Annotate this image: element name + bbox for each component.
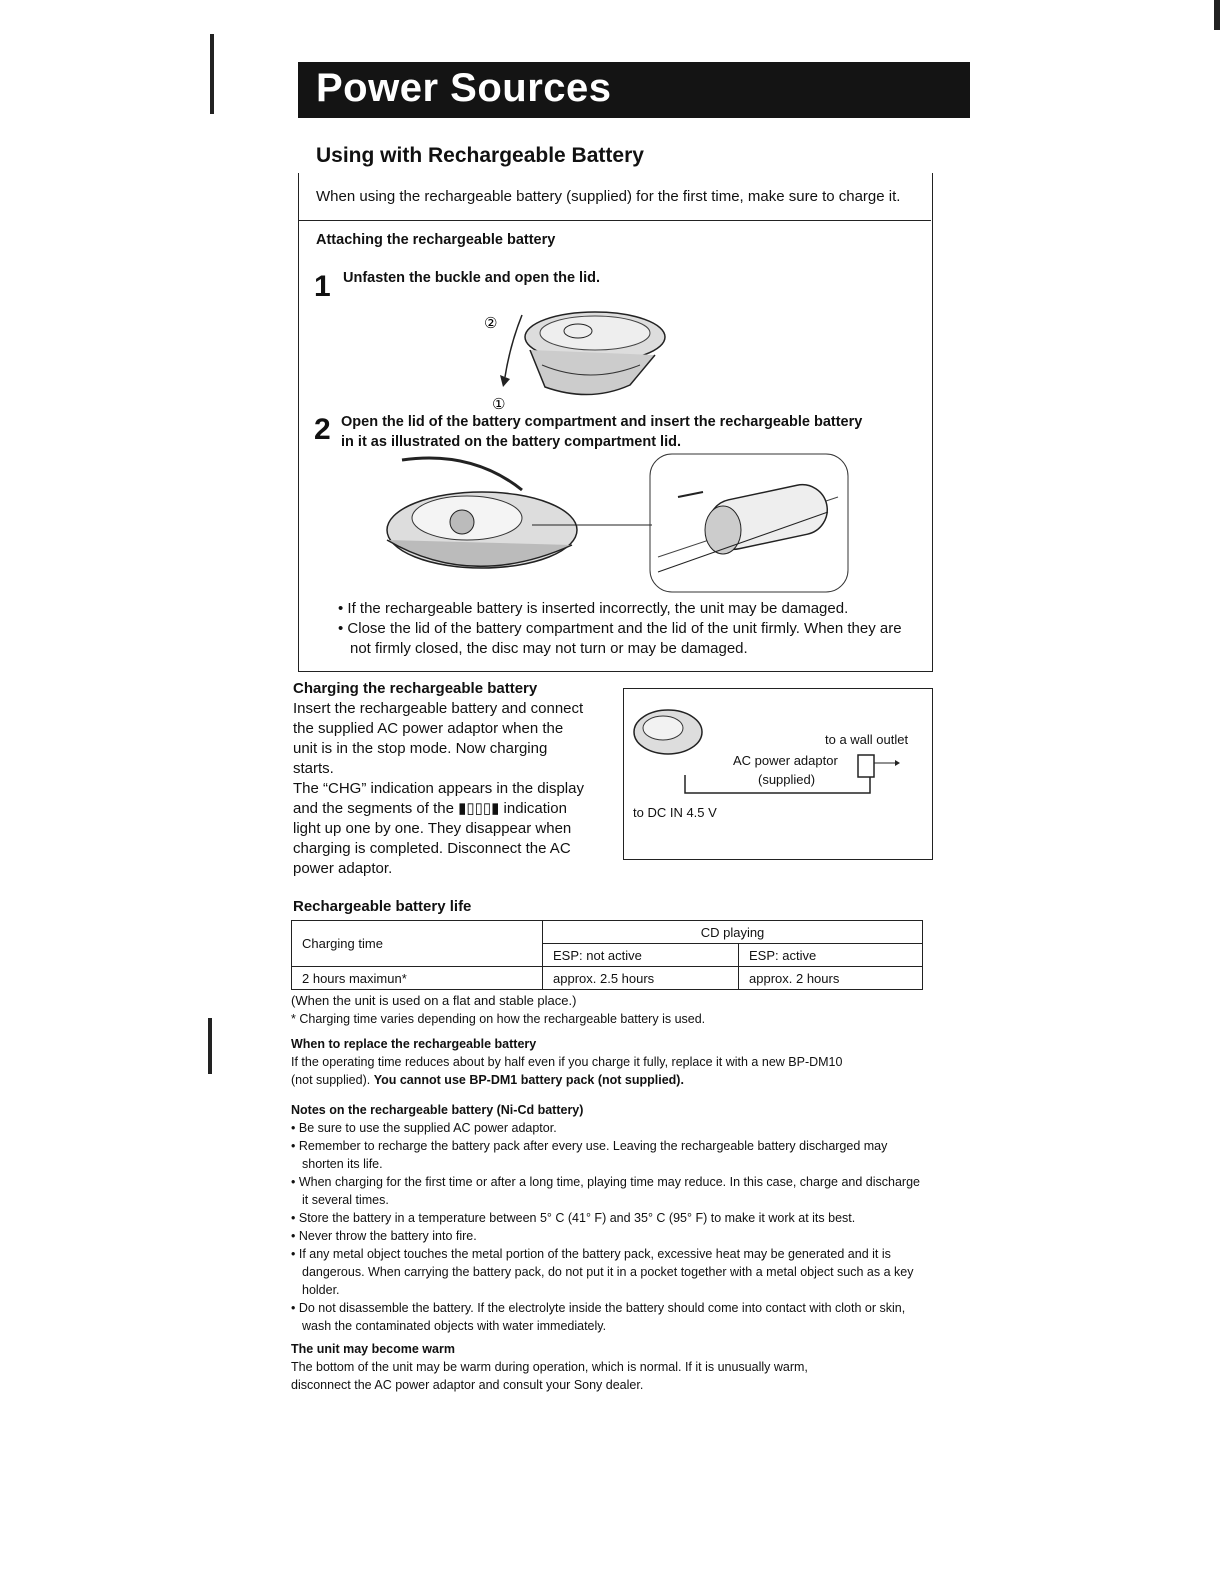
charging-line: starts. xyxy=(293,760,334,777)
table-row xyxy=(292,967,923,990)
table-note-1: (When the unit is used on a flat and stable place.) xyxy=(291,993,577,1008)
step-2-text-line2: in it as illustrated on the battery compartment lid. xyxy=(341,434,681,450)
intro-text: When using the rechargeable battery (supplied) for the first time, make sure to charge it. xyxy=(316,188,901,205)
replace-section xyxy=(291,1035,931,1089)
wall-outlet-label: to a wall outlet xyxy=(825,732,909,747)
note-item: • Do not disassemble the battery. If the electrolyte inside the battery should come into contact with cloth or skin, wash the contaminated objects with water immediately. xyxy=(291,1301,906,1333)
warm-heading: The unit may become warm xyxy=(291,1342,455,1356)
notes-section xyxy=(291,1101,921,1335)
page-title: Power Sources xyxy=(316,66,612,110)
margin-mark-top-right xyxy=(1214,0,1220,30)
table-note-2: * Charging time varies depending on how the rechargeable battery is used. xyxy=(291,1012,706,1026)
warm-section xyxy=(291,1340,931,1394)
charging-line: and the segments of the ▮▯▯▯▮ indication xyxy=(293,800,567,817)
step-2-number: 2 xyxy=(314,413,331,446)
battery-insert-closeup xyxy=(648,452,853,597)
warm-line-1: The bottom of the unit may be warm during operation, which is normal. If it is unusually warm, xyxy=(291,1360,808,1374)
header-charging-time: Charging time xyxy=(292,921,543,967)
cell-esp-off: approx. 2.5 hours xyxy=(543,967,739,990)
open-lid-illustration xyxy=(470,295,685,415)
callout-2: ② xyxy=(484,314,498,332)
charging-line: light up one by one. They disappear when xyxy=(293,820,572,837)
divider xyxy=(299,220,931,221)
header-esp-off: ESP: not active xyxy=(543,944,739,967)
step-1-text: Unfasten the buckle and open the lid. xyxy=(343,270,600,286)
battery-life-heading: Rechargeable battery life xyxy=(293,898,472,915)
cell-esp-on: approx. 2 hours xyxy=(739,967,923,990)
header-cd-playing: CD playing xyxy=(543,921,923,944)
attach-notes xyxy=(338,599,918,659)
charging-text xyxy=(293,699,613,879)
adaptor-label: AC power adaptor xyxy=(733,753,838,768)
step-2-text-line1: Open the lid of the battery compartment and insert the rechargeable battery xyxy=(341,414,863,430)
margin-mark-top-left xyxy=(210,34,214,114)
warm-line-2: disconnect the AC power adaptor and consult your Sony dealer. xyxy=(291,1378,644,1392)
note-item: • Be sure to use the supplied AC power adaptor. xyxy=(291,1121,557,1135)
cell-charging-time: 2 hours maximun* xyxy=(292,967,543,990)
battery-compartment-illustration xyxy=(372,450,662,585)
charging-heading: Charging the rechargeable battery xyxy=(293,680,538,697)
dc-in-label: to DC IN 4.5 V xyxy=(633,805,717,820)
attach-note-1: • If the rechargeable battery is inserted incorrectly, the unit may be damaged. xyxy=(338,600,849,617)
charging-line: Insert the rechargeable battery and connect xyxy=(293,700,584,717)
replace-heading: When to replace the rechargeable battery xyxy=(291,1037,537,1051)
note-item: • If any metal object touches the metal portion of the battery pack, excessive heat may be generated and it is dangerous. When carrying the battery pack, do not put it in a pocket together with a metal object such as a key holder. xyxy=(291,1247,914,1297)
attach-heading: Attaching the rechargeable battery xyxy=(316,232,556,248)
attach-note-2: • Close the lid of the battery compartment and the lid of the unit firmly. When they are not firmly closed, the disc may not turn or may be damaged. xyxy=(338,620,902,657)
battery-life-table xyxy=(291,920,923,990)
charging-line: the supplied AC power adaptor when the xyxy=(293,720,564,737)
header-esp-on: ESP: active xyxy=(739,944,923,967)
step-1-number: 1 xyxy=(314,270,331,303)
table-row xyxy=(292,921,923,944)
title-bar xyxy=(298,62,970,118)
replace-line-2: (not supplied). You cannot use BP-DM1 battery pack (not supplied). xyxy=(291,1073,684,1087)
charging-line: The “CHG” indication appears in the display xyxy=(293,780,584,797)
margin-mark-bottom-left xyxy=(208,1018,212,1074)
note-item: • Remember to recharge the battery pack after every use. Leaving the rechargeable battery discharged may shorten its life. xyxy=(291,1139,888,1171)
callout-1: ① xyxy=(492,395,506,413)
note-item: • Store the battery in a temperature between 5° C (41° F) and 35° C (95° F) to make it work at its best. xyxy=(291,1211,856,1225)
note-item: • When charging for the first time or after a long time, playing time may reduce. In this case, charge and discharge it several times. xyxy=(291,1175,920,1207)
note-item: • Never throw the battery into fire. xyxy=(291,1229,477,1243)
adaptor-supplied-label: (supplied) xyxy=(758,772,816,787)
replace-line-1: If the operating time reduces about by half even if you charge it fully, replace it with a new BP-DM10 xyxy=(291,1055,843,1069)
notes-heading: Notes on the rechargeable battery (Ni-Cd battery) xyxy=(291,1103,584,1117)
section-heading: Using with Rechargeable Battery xyxy=(316,144,644,167)
charging-line: charging is completed. Disconnect the AC xyxy=(293,840,571,857)
charging-line: unit is in the stop mode. Now charging xyxy=(293,740,548,757)
charging-line: power adaptor. xyxy=(293,860,393,877)
